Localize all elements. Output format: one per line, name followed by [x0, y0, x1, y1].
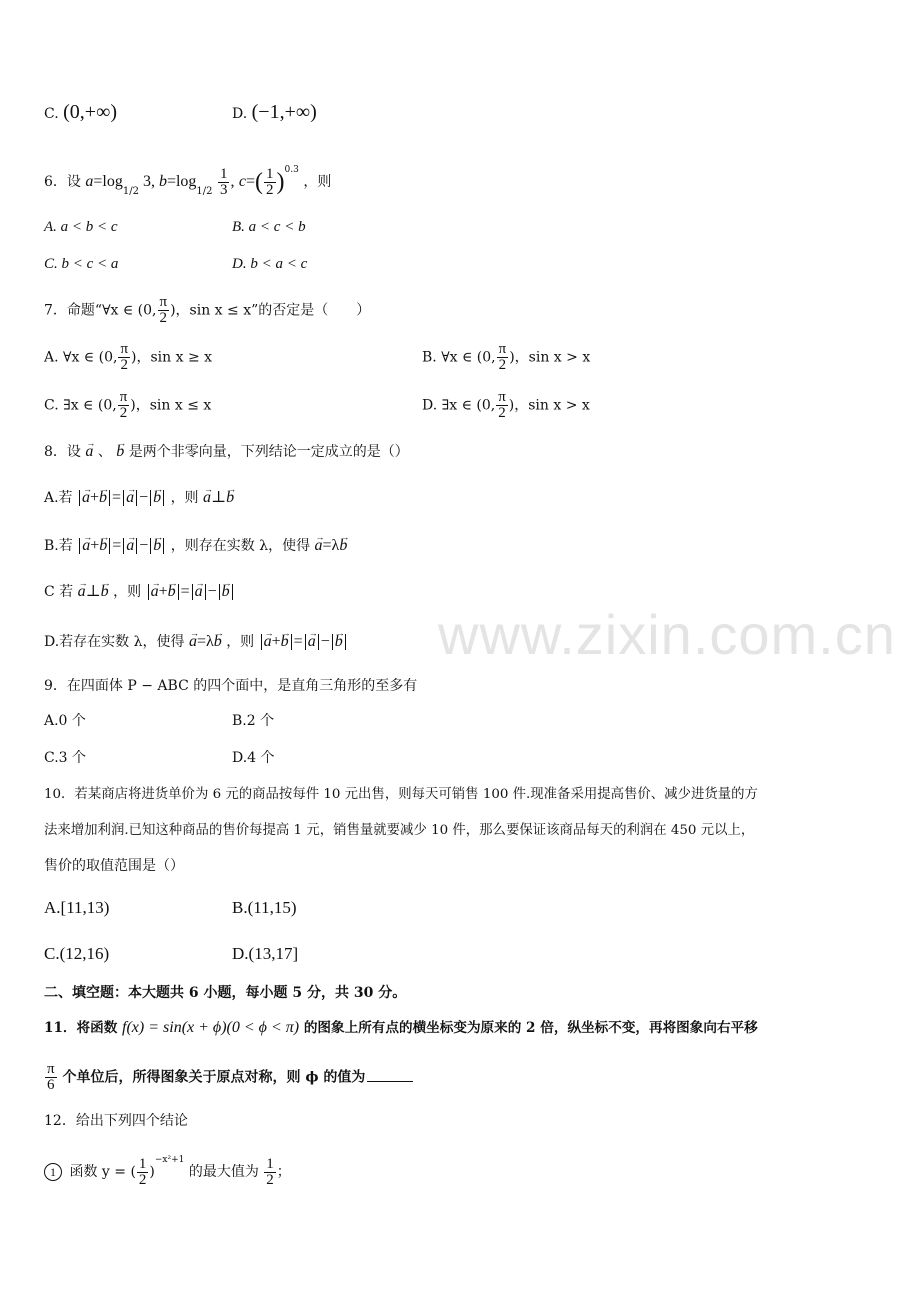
q10-line-2: 法来增加利润.已知这种商品的售价每提高 1 元，销售量就要减少 10 件，那么要保证该商品每天的利润在 450 元以上，	[44, 823, 755, 838]
q6-stem: 6．设 $a=\log_{1/2}$ 3, $b=\log_{1/2}$ $\frac{1}{3}$ , c=( $\frac{1}{2}$ )$^{0.3}$ ，则	[44, 165, 332, 198]
stem-suffix: ，则	[303, 174, 332, 190]
option-pre: A. ∀x ∈ (0,	[44, 349, 118, 366]
q8-option-a: A.若 → a+→ b =→ a −→ b ，则 → a⊥→ b	[44, 488, 234, 508]
q12-stem: 12．给出下列四个结论	[44, 1113, 188, 1129]
option-post: ，则	[113, 584, 142, 600]
q10-line-1: 10．若某商店将进货单价为 6 元的商品按每件 10 元出售，则每天可销售 100 件.现准备采用提高售价、减少进货量的方	[44, 787, 758, 802]
q7-option-d: D. ∃x ∈ (0, $\frac{\pi}{2}$ )，sin x > x	[422, 389, 590, 421]
q9-option-a: A.0 个	[44, 713, 86, 729]
q9-option-b: B.2 个	[232, 713, 275, 729]
q11-line2-text: 个单位后，所得图象关于原点对称，则 ϕ 的值为	[62, 1069, 366, 1086]
q6-option-d: D. b < a < c	[232, 256, 308, 272]
option-pre: B. ∀x ∈ (0,	[422, 349, 496, 366]
q10-option-a: A.[11,13)	[44, 898, 110, 917]
q8-stem: 8．设 → a 、 → b 是两个非零向量，下列结论一定成立的是（）	[44, 442, 409, 462]
formula: a	[85, 173, 94, 190]
q9-stem: 9．在四面体 P − ABC 的四个面中，是直角三角形的至多有	[44, 678, 418, 694]
q9-option-d: D.4 个	[232, 750, 275, 766]
q8-option-d: D.若存在实数 λ，使得 → a=λ→ b ，则 → a+→ b =→ a −→ b	[44, 632, 348, 652]
section-heading-fill-in: 二、填空题：本大题共 6 小题，每小题 5 分，共 30 分。	[44, 985, 407, 1001]
item-end: ；	[276, 1164, 291, 1180]
item-number: 1	[44, 1163, 62, 1181]
option-label: C.	[44, 106, 59, 122]
option-label: D.	[232, 106, 248, 122]
answer-blank[interactable]	[367, 1081, 413, 1082]
option-post: ，则	[226, 634, 255, 650]
q10-option-d: D.(13,17]	[232, 944, 299, 963]
stem-prefix: 8．设	[44, 444, 81, 460]
q9-option-c: C.3 个	[44, 750, 87, 766]
option-pre: D. ∃x ∈ (0,	[422, 397, 496, 414]
option-post: ，则	[170, 490, 199, 506]
watermark: www.zixin.com.cn	[438, 603, 896, 666]
item-pre: 函数 y = (	[69, 1164, 136, 1180]
option-pre: B.若	[44, 538, 73, 554]
option-pre: A.若	[44, 490, 73, 506]
stem-prefix: 7．命题“∀x ∈ (0,	[44, 302, 157, 319]
option-post: )，sin x ≥ x	[131, 349, 213, 366]
option-text: (0,+∞)	[63, 101, 117, 123]
q7-stem: 7．命题“∀x ∈ (0, $\frac{\pi}{2}$ )，sin x ≤ x”的否定是（ ）	[44, 294, 371, 326]
option-pre: D.若存在实数 λ，使得	[44, 634, 185, 650]
option-text: (−1,+∞)	[251, 101, 317, 123]
q6-option-c: C. b < c < a	[44, 256, 119, 272]
q11-line-1	[44, 1018, 758, 1038]
q7-option-b: B. ∀x ∈ (0, $\frac{\pi}{2}$ )，sin x > x	[422, 341, 591, 373]
q11-function: f(x) = sin(x + ϕ)(0 < ϕ < π)	[122, 1019, 300, 1036]
q5-option-d	[232, 102, 317, 124]
item-mid: )	[149, 1164, 155, 1180]
option-post: )，sin x ≤ x	[130, 397, 212, 414]
item-post: 的最大值为	[188, 1164, 259, 1180]
stem-suffix: )，sin x ≤ x”的否定是（ ）	[170, 302, 371, 319]
stem-prefix: 6．设	[44, 174, 81, 190]
stem-sep: 、	[97, 444, 112, 460]
option-post: )，sin x > x	[508, 397, 590, 414]
q10-option-b: B.(11,15)	[232, 898, 297, 917]
q7-option-a: A. ∀x ∈ (0, $\frac{\pi}{2}$ )，sin x ≥ x	[44, 341, 213, 373]
frac-num: π	[47, 1061, 55, 1077]
q10-line-3: 售价的取值范围是（）	[44, 858, 184, 874]
item-exp: −x²+1	[154, 1155, 185, 1165]
frac-den: 6	[47, 1077, 55, 1093]
q8-option-c: C 若 → a⊥→ b ，则 → a+→ b =→ a −→ b	[44, 582, 235, 602]
q12-item-1: 1 函数 y = ( $\frac{1}{2}$ )$^{-x^2+1}$ 的最大值为 $\frac{1}{2}$ ；	[44, 1150, 291, 1188]
q7-option-c: C. ∃x ∈ (0, $\frac{\pi}{2}$ )，sin x ≤ x	[44, 389, 212, 421]
q6-option-b: B. a < c < b	[232, 219, 306, 235]
option-pre: C. ∃x ∈ (0,	[44, 397, 117, 414]
q8-option-b: B.若 → a+→ b =→ a −→ b ，则存在实数 λ，使得 → a=λ→ b	[44, 536, 347, 556]
q5-option-c	[44, 102, 117, 124]
stem-suffix: 是两个非零向量，下列结论一定成立的是（）	[128, 444, 409, 460]
option-post: )，sin x > x	[509, 349, 591, 366]
q11-pre: 11．将函数	[44, 1020, 118, 1036]
q11-post: 的图象上所有点的横坐标变为原来的 2 倍，纵坐标不变，再将图象向右平移	[303, 1020, 758, 1036]
q10-option-c: C.(12,16)	[44, 944, 110, 963]
q6-option-a: A. a < b < c	[44, 219, 118, 235]
option-post: ，则存在实数 λ，使得	[170, 538, 311, 554]
option-pre: C 若	[44, 584, 74, 600]
q11-line-2	[44, 1062, 413, 1093]
